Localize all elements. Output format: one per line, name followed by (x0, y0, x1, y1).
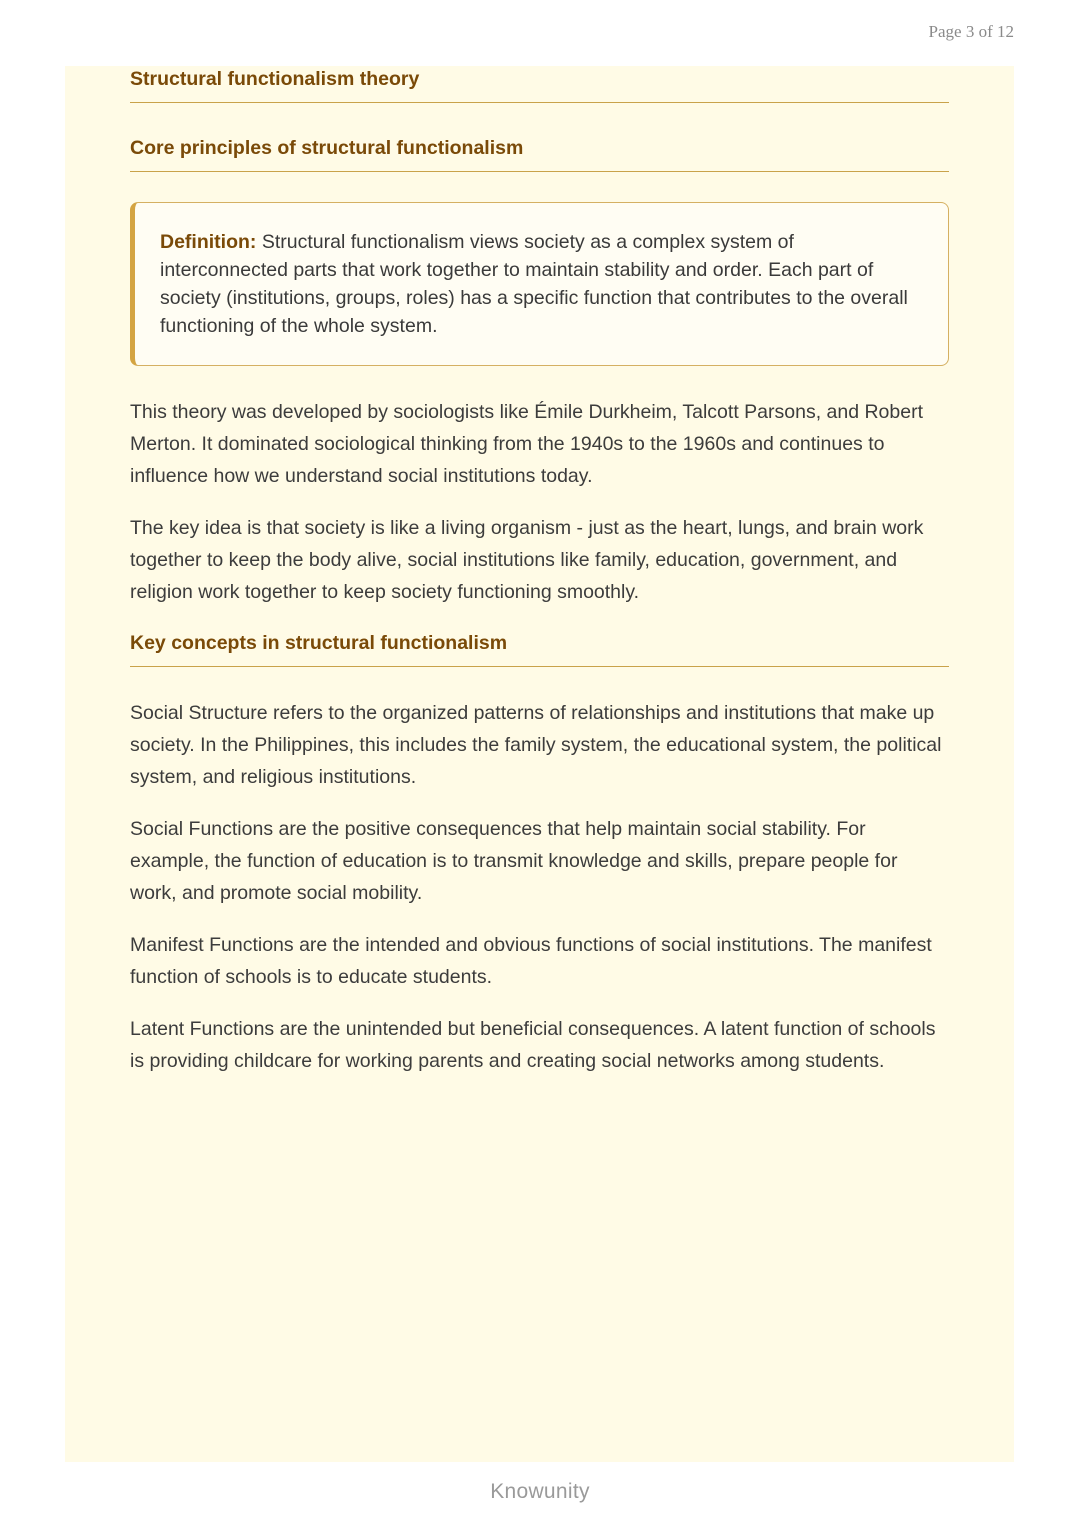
document-sheet (65, 66, 1014, 1462)
paragraph-social-functions: Social Functions are the positive consequences that help maintain social stability. For example, the function of education is to transmit knowledge and skills, prepare people for work, and promote social mobility. (130, 818, 898, 904)
section-heading-core-principles: Core principles of structural functionalism (130, 135, 949, 172)
definition-label: Definition: (160, 231, 257, 253)
paragraph-theory-history: This theory was developed by sociologists like Émile Durkheim, Talcott Parsons, and Robert Merton. It dominated sociological thinking from the 1940s to the 1960s and continues to influence how we understand social institutions today. (130, 401, 924, 487)
page-number: Page 3 of 12 (928, 22, 1014, 41)
document-title: Structural functionalism theory (130, 66, 949, 103)
paragraph-manifest-functions: Manifest Functions are the intended and obvious functions of social institutions. The manifest function of schools is to educate students. (130, 934, 932, 988)
section-heading-key-concepts: Key concepts in structural functionalism (130, 630, 949, 667)
definition-text: Structural functionalism views society as a complex system of interconnected parts that work together to maintain stability and order. Each part of society (institutions, groups, roles) has a specific function that contributes to the overall functioning of the whole system. (160, 231, 908, 337)
definition-callout (130, 202, 949, 366)
paragraph-key-idea: The key idea is that society is like a living organism - just as the heart, lungs, and brain work together to keep the body alive, social institutions like family, education, government, and religion work together to keep society functioning smoothly. (130, 517, 924, 603)
paragraph-social-structure: Social Structure refers to the organized patterns of relationships and institutions that make up society. In the Philippines, this includes the family system, the educational system, the political system, and religious institutions. (130, 702, 942, 788)
document-content (130, 66, 949, 1077)
footer-brand-logo: Knowunity (490, 1480, 590, 1503)
paragraph-latent-functions: Latent Functions are the unintended but beneficial consequences. A latent function of schools is providing childcare for working parents and creating social networks among students. (130, 1018, 936, 1072)
